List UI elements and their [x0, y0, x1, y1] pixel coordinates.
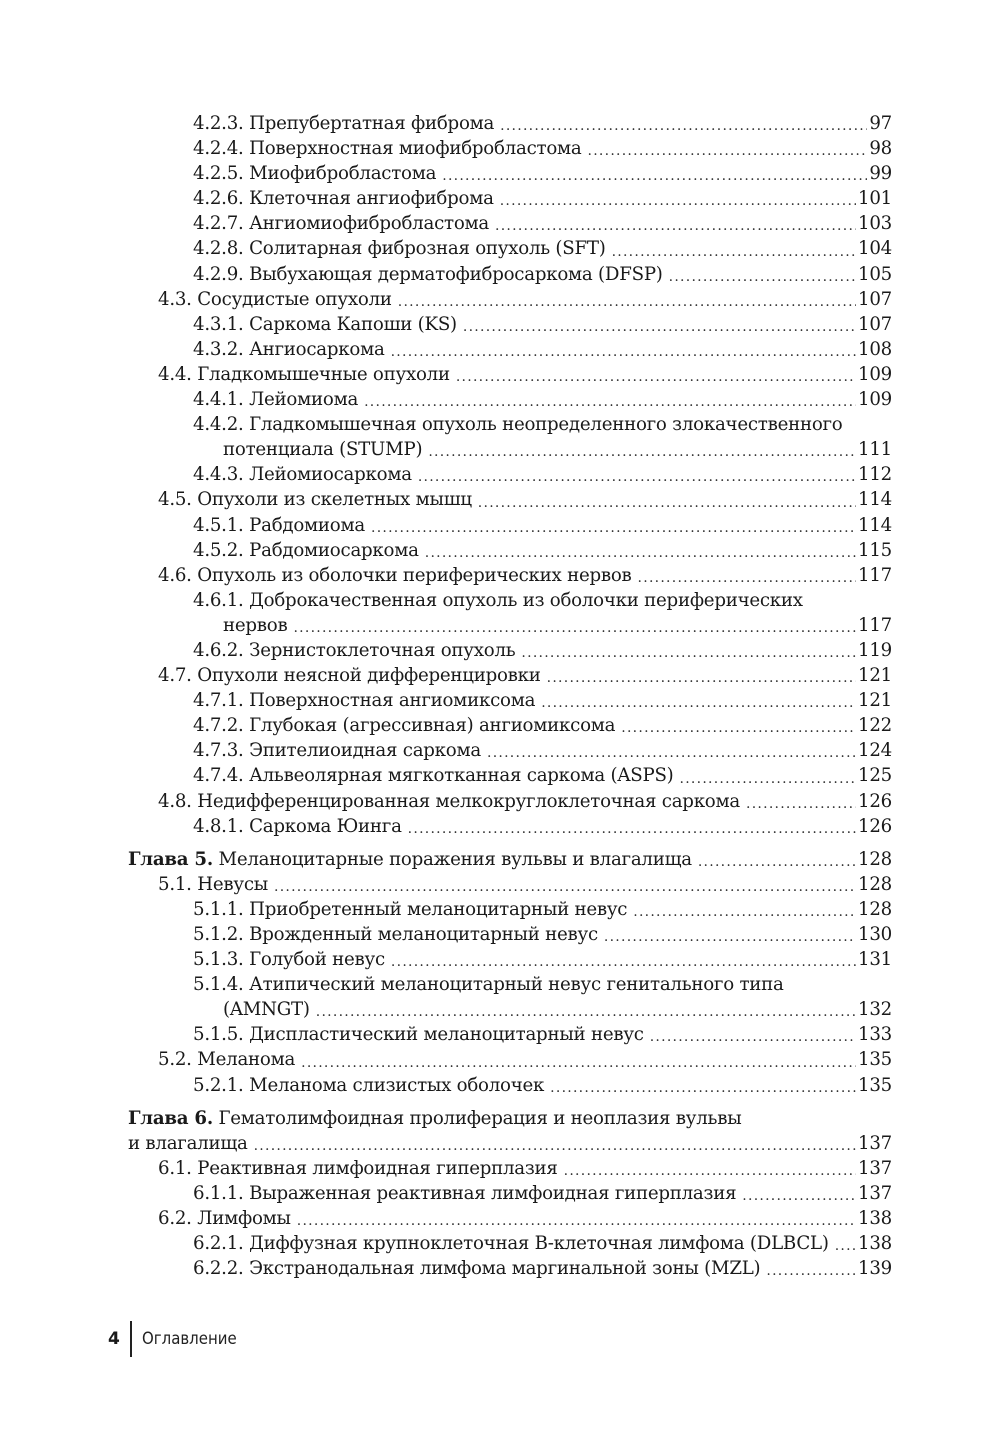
toc-entry[interactable] — [128, 287, 892, 312]
toc-entry-title — [193, 1231, 835, 1256]
toc-entry-number: 5.1.2. — [193, 924, 244, 945]
dot-leader — [521, 643, 856, 663]
toc-page-number: 131 — [858, 949, 892, 971]
toc-entry-title — [193, 1073, 550, 1098]
toc-entry[interactable] — [128, 763, 892, 788]
toc-entry[interactable] — [128, 638, 892, 663]
dot-leader — [680, 769, 857, 789]
toc-entry[interactable] — [128, 588, 892, 613]
toc-entry-continuation[interactable] — [128, 1131, 892, 1156]
toc-entry[interactable] — [128, 337, 892, 362]
toc-entry-text: Зернистоклеточная опухоль — [249, 639, 516, 661]
toc-entry-title — [128, 847, 698, 872]
toc-entry-title — [193, 462, 418, 487]
dot-leader — [550, 1078, 856, 1098]
toc-entry-text: Гладкомышечные опухоли — [197, 363, 450, 385]
toc-entry[interactable] — [128, 563, 892, 588]
toc-page-number: 99 — [869, 163, 892, 185]
toc-entry[interactable] — [128, 1256, 892, 1281]
toc-entry[interactable] — [128, 462, 892, 487]
toc-entry-title — [158, 1206, 297, 1231]
toc-page-number: 128 — [858, 873, 892, 895]
toc-entry-number: 5.1.5. — [193, 1024, 244, 1046]
toc-entry-number: 5.2.1. — [193, 1074, 244, 1096]
dot-leader — [364, 392, 856, 412]
toc-entry-text: Выраженная реактивная лимфоидная гиперплазия — [249, 1182, 737, 1204]
toc-entry-text: Альвеолярная мягкотканная саркома (ASPS) — [249, 765, 674, 787]
toc-entry[interactable] — [128, 972, 892, 997]
toc-page-number: 109 — [858, 363, 892, 385]
dot-leader — [547, 668, 856, 688]
dot-leader — [638, 568, 856, 588]
toc-entry[interactable] — [128, 872, 892, 897]
toc-entry[interactable] — [128, 262, 892, 287]
toc-page-number: 97 — [869, 113, 892, 134]
dot-leader — [500, 116, 867, 136]
toc-entry-title — [193, 972, 790, 997]
toc-entry-text: Меланома — [197, 1049, 296, 1071]
toc-entry-text: Меланома слизистых оболочек — [249, 1074, 545, 1096]
dot-leader — [604, 927, 856, 947]
dot-leader — [463, 317, 856, 337]
toc-entry-title — [193, 638, 521, 663]
dot-leader — [588, 141, 868, 161]
toc-page-number: 121 — [858, 665, 892, 687]
toc-entry-title — [193, 947, 391, 972]
dot-leader — [442, 166, 867, 186]
dot-leader — [698, 852, 856, 872]
toc-page-number: 104 — [858, 238, 892, 260]
toc-entry-title — [193, 186, 500, 211]
chapter-title: Меланоцитарные поражения вульвы и влагалища — [218, 848, 692, 870]
toc-entry-number: 6.1.1. — [193, 1182, 244, 1204]
toc-entry-title — [193, 161, 442, 186]
toc-entry-title — [193, 897, 633, 922]
toc-entry-text: Выбухающая дерматофибросаркома (DFSP) — [249, 263, 663, 285]
toc-entry-number: 5.1.1. — [193, 898, 244, 920]
dot-leader — [398, 292, 856, 312]
table-of-contents — [128, 111, 892, 1281]
toc-entry[interactable] — [128, 312, 892, 337]
dot-leader — [316, 1002, 856, 1022]
toc-entry-number: 4.2.5. — [193, 163, 244, 185]
toc-entry-title — [193, 814, 408, 839]
dot-leader — [274, 877, 856, 897]
toc-page-number: 122 — [858, 715, 892, 737]
toc-entry[interactable] — [128, 897, 892, 922]
toc-entry-number: 6.1. — [158, 1157, 192, 1179]
toc-entry-title — [193, 136, 588, 161]
toc-entry-title — [193, 922, 604, 947]
toc-page-number: 128 — [858, 848, 892, 870]
toc-entry-number: 4.6. — [158, 564, 192, 586]
dot-leader — [541, 693, 856, 713]
toc-entry-number: 4.5.1. — [193, 514, 244, 536]
toc-entry-title — [158, 1047, 301, 1072]
dot-leader — [746, 794, 856, 814]
toc-entry-number: 5.1.4. — [193, 974, 244, 996]
dot-leader — [418, 467, 856, 487]
toc-entry[interactable] — [128, 1231, 892, 1256]
page-number: 4 — [108, 1329, 120, 1349]
toc-entry-title — [158, 362, 456, 387]
toc-page-number: 138 — [858, 1208, 892, 1230]
dot-leader — [766, 1261, 856, 1281]
toc-page-number: 108 — [858, 338, 892, 360]
toc-page-number: 126 — [858, 790, 892, 812]
toc-page-number: 137 — [858, 1157, 892, 1179]
toc-entry-title — [193, 387, 364, 412]
toc-entry[interactable] — [128, 111, 892, 136]
toc-entry-text: Экстранодальная лимфома маргинальной зоны (MZL) — [249, 1258, 761, 1280]
dot-leader — [835, 1236, 856, 1256]
toc-entry-text: Гладкомышечная опухоль неопределенного злокачественного — [249, 414, 843, 436]
dot-leader — [500, 191, 856, 211]
toc-entry-text: Сосудистые опухоли — [197, 288, 392, 310]
toc-entry[interactable] — [128, 1181, 892, 1206]
toc-entry-text: Солитарная фиброзная опухоль (SFT) — [249, 238, 606, 260]
toc-entry-number: 6.2.2. — [193, 1258, 244, 1280]
toc-entry-title — [193, 763, 680, 788]
toc-entry[interactable] — [128, 136, 892, 161]
toc-entry-text: Эпителиоидная саркома — [249, 740, 481, 762]
running-header-label: Оглавление — [141, 1329, 237, 1349]
toc-entry-title — [158, 487, 478, 512]
toc-entry-title-continued: потенциала (STUMP) — [223, 437, 428, 462]
toc-entry-number: 4.5. — [158, 489, 192, 511]
dot-leader — [391, 342, 856, 362]
toc-page-number: 107 — [858, 313, 892, 335]
toc-entry-text: Миофибробластома — [249, 163, 437, 185]
toc-page-number: 114 — [858, 514, 892, 536]
toc-entry-text: Опухоли из скелетных мышц — [197, 489, 472, 511]
toc-entry-title-continued: нервов — [223, 613, 293, 638]
toc-entry-text: Ангиомиофибробластома — [249, 213, 490, 235]
toc-entry-text: Лейомиома — [249, 389, 359, 411]
toc-entry-continuation[interactable] — [128, 997, 892, 1022]
toc-entry-title — [193, 688, 541, 713]
toc-entry-title — [193, 513, 371, 538]
toc-entry[interactable] — [128, 789, 892, 814]
toc-entry-number: 4.3. — [158, 288, 192, 310]
toc-entry[interactable] — [128, 186, 892, 211]
toc-page-number: 112 — [858, 464, 892, 486]
toc-entry[interactable] — [128, 1156, 892, 1181]
dot-leader — [254, 1136, 856, 1156]
toc-entry-number: 4.7.2. — [193, 715, 244, 737]
toc-entry-title — [193, 337, 391, 362]
toc-entry-title-continued: и влагалища — [128, 1131, 254, 1156]
toc-entry[interactable] — [128, 513, 892, 538]
chapter-label: Глава 6. — [128, 1107, 213, 1129]
toc-page-number: 135 — [858, 1049, 892, 1071]
toc-entry-text: Ангиосаркома — [249, 338, 385, 360]
toc-entry-title — [193, 211, 495, 236]
dot-leader — [564, 1161, 856, 1181]
dot-leader — [428, 442, 856, 462]
toc-entry[interactable] — [128, 236, 892, 261]
toc-entry-text: Реактивная лимфоидная гиперплазия — [197, 1157, 558, 1179]
toc-entry[interactable] — [128, 1073, 892, 1098]
toc-entry-number: 4.8.1. — [193, 815, 244, 837]
footer-divider — [130, 1321, 132, 1357]
toc-entry-text: Поверхностная миофибробластома — [249, 138, 582, 160]
toc-page-number: 126 — [858, 815, 892, 837]
toc-page-number: 117 — [858, 614, 892, 636]
toc-entry-title — [158, 789, 746, 814]
toc-entry-number: 4.7.1. — [193, 690, 244, 712]
dot-leader — [612, 242, 856, 262]
toc-entry[interactable] — [128, 412, 892, 437]
toc-entry-text: Врожденный меланоцитарный невус — [249, 924, 598, 945]
toc-page-number: 125 — [858, 765, 892, 787]
toc-entry-number: 4.7. — [158, 665, 192, 687]
toc-entry-number: 6.2.1. — [193, 1233, 244, 1255]
toc-entry[interactable] — [128, 738, 892, 763]
toc-entry-number: 4.7.4. — [193, 765, 244, 787]
toc-entry-number: 4.8. — [158, 790, 192, 812]
toc-entry[interactable] — [128, 814, 892, 839]
toc-entry-text: Опухоль из оболочки периферических нервов — [197, 564, 632, 586]
toc-entry-title — [193, 1022, 650, 1047]
toc-entry-number: 4.2.9. — [193, 263, 244, 285]
toc-entry-title — [193, 738, 487, 763]
toc-page-number: 130 — [858, 924, 892, 945]
toc-entry-title — [193, 111, 500, 136]
toc-page-number: 124 — [858, 740, 892, 762]
toc-page-number: 107 — [858, 288, 892, 310]
toc-entry-text: Препубертатная фиброма — [249, 113, 495, 134]
toc-entry-text: Голубой невус — [249, 949, 385, 971]
toc-page-number: 103 — [858, 213, 892, 235]
dot-leader — [297, 1211, 856, 1231]
toc-entry[interactable] — [128, 161, 892, 186]
dot-leader — [371, 518, 856, 538]
toc-entry-number: 5.1.3. — [193, 949, 244, 971]
toc-entry[interactable] — [128, 1106, 892, 1131]
dot-leader — [633, 902, 856, 922]
toc-page-number: 137 — [858, 1132, 892, 1154]
toc-entry[interactable] — [128, 713, 892, 738]
dot-leader — [301, 1053, 856, 1073]
toc-entry[interactable] — [128, 211, 892, 236]
toc-page-number: 128 — [858, 898, 892, 920]
toc-entry-title — [158, 663, 547, 688]
dot-leader — [669, 267, 856, 287]
toc-page-number: 119 — [858, 639, 892, 661]
dot-leader — [487, 743, 856, 763]
toc-page-number: 138 — [858, 1233, 892, 1255]
toc-entry-number: 6.2. — [158, 1208, 192, 1230]
toc-page-number: 114 — [858, 489, 892, 511]
chapter-title: Гематолимфоидная пролиферация и неоплазия вульвы — [218, 1107, 742, 1129]
toc-entry-text: Лейомиосаркома — [249, 464, 412, 486]
toc-entry-number: 5.2. — [158, 1049, 192, 1071]
toc-entry[interactable] — [128, 663, 892, 688]
toc-entry[interactable] — [128, 947, 892, 972]
toc-entry-number: 4.2.3. — [193, 113, 244, 134]
toc-entry-title-continued: (AMNGT) — [223, 997, 316, 1022]
toc-entry-text: Саркома Юинга — [249, 815, 402, 837]
toc-entry[interactable] — [128, 1047, 892, 1072]
toc-entry-text: Лимфомы — [197, 1208, 291, 1230]
toc-entry-title — [193, 262, 669, 287]
dot-leader — [456, 367, 856, 387]
toc-entry[interactable] — [128, 362, 892, 387]
toc-page-number: 98 — [869, 138, 892, 160]
dot-leader — [742, 1186, 856, 1206]
toc-page-number: 133 — [858, 1024, 892, 1046]
toc-entry-number: 4.4.2. — [193, 414, 244, 436]
toc-entry-text: Опухоли неясной дифференцировки — [197, 665, 541, 687]
toc-entry-text: Приобретенный меланоцитарный невус — [249, 898, 628, 920]
toc-entry-number: 4.6.1. — [193, 589, 244, 611]
toc-entry-title — [193, 236, 612, 261]
toc-page-number: 137 — [858, 1182, 892, 1204]
toc-entry[interactable] — [128, 688, 892, 713]
toc-entry[interactable] — [128, 1022, 892, 1047]
toc-entry-title — [193, 412, 849, 437]
toc-entry-title — [193, 1256, 766, 1281]
toc-entry-text: Глубокая (агрессивная) ангиомиксома — [249, 715, 616, 737]
toc-page-number: 121 — [858, 690, 892, 712]
toc-entry[interactable] — [128, 487, 892, 512]
dot-leader — [495, 216, 856, 236]
toc-entry-title — [193, 538, 425, 563]
toc-entry[interactable] — [128, 847, 892, 872]
toc-entry-number: 4.5.2. — [193, 539, 244, 561]
toc-entry-title — [193, 588, 809, 613]
toc-page-number: 115 — [858, 539, 892, 561]
toc-entry[interactable] — [128, 387, 892, 412]
dot-leader — [650, 1027, 856, 1047]
toc-entry[interactable] — [128, 1206, 892, 1231]
toc-page-number: 111 — [858, 439, 892, 461]
toc-entry-number: 5.1. — [158, 873, 192, 895]
toc-entry-text: Доброкачественная опухоль из оболочки периферических — [249, 589, 803, 611]
toc-entry-title — [193, 713, 621, 738]
toc-entry-text: Саркома Капоши (KS) — [249, 313, 457, 335]
toc-entry-text: Диспластический меланоцитарный невус — [249, 1024, 644, 1046]
toc-page-number: 101 — [858, 188, 892, 210]
toc-entry-text: Невусы — [197, 873, 268, 895]
toc-entry-continuation[interactable] — [128, 437, 892, 462]
toc-page-number: 117 — [858, 564, 892, 586]
toc-entry-number: 4.2.6. — [193, 188, 244, 210]
toc-entry-number: 4.4.3. — [193, 464, 244, 486]
toc-entry-number: 4.2.8. — [193, 238, 244, 260]
toc-entry-number: 4.3.1. — [193, 313, 244, 335]
page-footer — [108, 1322, 249, 1356]
toc-page-number: 109 — [858, 389, 892, 411]
toc-entry-text: Рабдомиосаркома — [249, 539, 419, 561]
chapter-label: Глава 5. — [128, 848, 213, 870]
toc-entry-number: 4.2.4. — [193, 138, 244, 160]
toc-entry-title — [158, 287, 398, 312]
toc-entry-text: Недифференцированная мелкокруглоклеточная саркома — [197, 790, 741, 812]
toc-entry-text: Диффузная крупноклеточная В-клеточная лимфома (DLBCL) — [249, 1233, 829, 1255]
dot-leader — [408, 819, 856, 839]
toc-page-number: 132 — [858, 999, 892, 1021]
toc-entry-title — [158, 872, 274, 897]
toc-entry-number: 4.6.2. — [193, 639, 244, 661]
toc-entry-continuation[interactable] — [128, 613, 892, 638]
toc-entry-title — [158, 1156, 564, 1181]
dot-leader — [391, 952, 856, 972]
toc-entry-title — [128, 1106, 747, 1131]
toc-entry-title — [193, 1181, 742, 1206]
toc-entry-text: Атипический меланоцитарный невус генитального типа — [249, 974, 784, 996]
dot-leader — [293, 618, 856, 638]
toc-page-number: 105 — [858, 263, 892, 285]
toc-page-number: 139 — [858, 1258, 892, 1280]
dot-leader — [621, 718, 856, 738]
dot-leader — [425, 543, 856, 563]
toc-entry-number: 4.2.7. — [193, 213, 244, 235]
toc-entry[interactable] — [128, 538, 892, 563]
toc-entry-title — [158, 563, 638, 588]
toc-entry-text: Клеточная ангиофиброма — [249, 188, 494, 210]
toc-entry-number: 4.4.1. — [193, 389, 244, 411]
toc-entry-text: Рабдомиома — [249, 514, 365, 536]
toc-entry-text: Поверхностная ангиомиксома — [249, 690, 536, 712]
toc-page-number: 135 — [858, 1074, 892, 1096]
dot-leader — [478, 493, 856, 513]
toc-entry-number: 4.3.2. — [193, 338, 244, 360]
toc-entry-title — [193, 312, 463, 337]
toc-entry-number: 4.4. — [158, 363, 192, 385]
toc-entry[interactable] — [128, 922, 892, 947]
toc-entry-number: 4.7.3. — [193, 740, 244, 762]
